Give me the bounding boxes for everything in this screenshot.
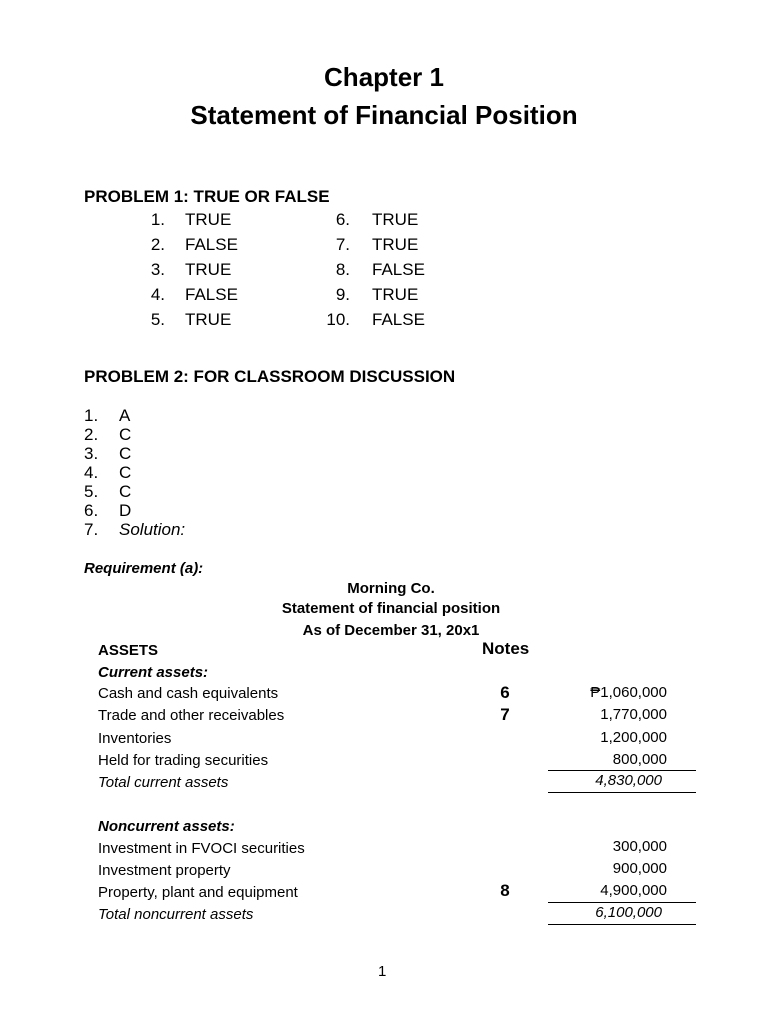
row-amount: 1,200,000 [600,729,667,746]
item-number: 2. [150,235,165,254]
item-number: 1. [84,406,99,425]
row-label: Held for trading securities [98,752,269,769]
item-number: 7. [84,520,99,539]
item-number: 6. [335,210,350,229]
total-rule [548,924,696,925]
current-assets-heading: Current assets: [98,664,209,681]
item-number: 5. [150,310,165,329]
item-answer: FALSE [185,235,238,254]
item-answer: D [119,501,132,520]
item-number: 3. [84,444,99,463]
item-number: 1. [150,210,165,229]
row-note: 8 [500,881,510,900]
item-answer: TRUE [372,210,419,229]
item-answer: TRUE [185,310,232,329]
row-amount: 4,900,000 [600,882,667,899]
item-number: 10. [326,310,350,329]
row-label: Investment property [98,862,231,879]
item-answer: TRUE [372,285,419,304]
statement-date: As of December 31, 20x1 [302,622,480,639]
item-answer: FALSE [185,285,238,304]
item-answer: C [119,444,132,463]
notes-heading: Notes [482,639,530,658]
total-rule [548,792,696,793]
item-number: 2. [84,425,99,444]
item-number: 7. [335,235,350,254]
row-amount: 1,770,000 [600,706,667,723]
row-label: Cash and cash equivalents [98,685,279,702]
noncurrent-assets-heading: Noncurrent assets: [98,818,235,835]
item-number: 3. [150,260,165,279]
problem1-heading: PROBLEM 1: TRUE OR FALSE [84,187,330,206]
requirement-label: Requirement (a): [84,560,204,577]
page-title: Statement of Financial Position [190,100,578,130]
item-number: 5. [84,482,99,501]
row-label: Property, plant and equipment [98,884,298,901]
item-answer: TRUE [372,235,419,254]
item-number: 6. [84,501,99,520]
subtotal-rule [548,902,696,903]
item-number: 4. [150,285,165,304]
problem2-heading: PROBLEM 2: FOR CLASSROOM DISCUSSION [84,367,456,386]
subtotal-rule [548,770,696,771]
item-answer: C [119,482,132,501]
item-number: 9. [335,285,350,304]
row-label: Trade and other receivables [98,707,285,724]
row-amount: 300,000 [612,838,667,855]
company-name: Morning Co. [347,580,435,597]
total-current-label: Total current assets [98,774,229,791]
row-amount: 800,000 [612,751,667,768]
item-answer: C [119,463,132,482]
item-answer: TRUE [185,260,232,279]
item-answer: C [119,425,132,444]
item-answer: Solution: [119,520,186,539]
total-noncurrent-label: Total noncurrent assets [98,906,254,923]
item-answer: FALSE [372,310,425,329]
item-answer: FALSE [372,260,425,279]
row-amount: ₱1,060,000 [590,684,667,701]
item-number: 8. [335,260,350,279]
assets-heading: ASSETS [98,642,159,659]
total-noncurrent-amount: 6,100,000 [595,904,662,921]
item-answer: A [119,406,131,425]
row-amount: 900,000 [612,860,667,877]
row-label: Inventories [98,730,172,747]
statement-name: Statement of financial position [281,600,501,617]
chapter-title: Chapter 1 [324,62,444,92]
total-current-amount: 4,830,000 [595,772,662,789]
item-number: 4. [84,463,99,482]
row-note: 7 [500,705,510,724]
item-answer: TRUE [185,210,232,229]
row-note: 6 [500,683,510,702]
row-label: Investment in FVOCI securities [98,840,305,857]
page-number: 1 [378,963,387,980]
